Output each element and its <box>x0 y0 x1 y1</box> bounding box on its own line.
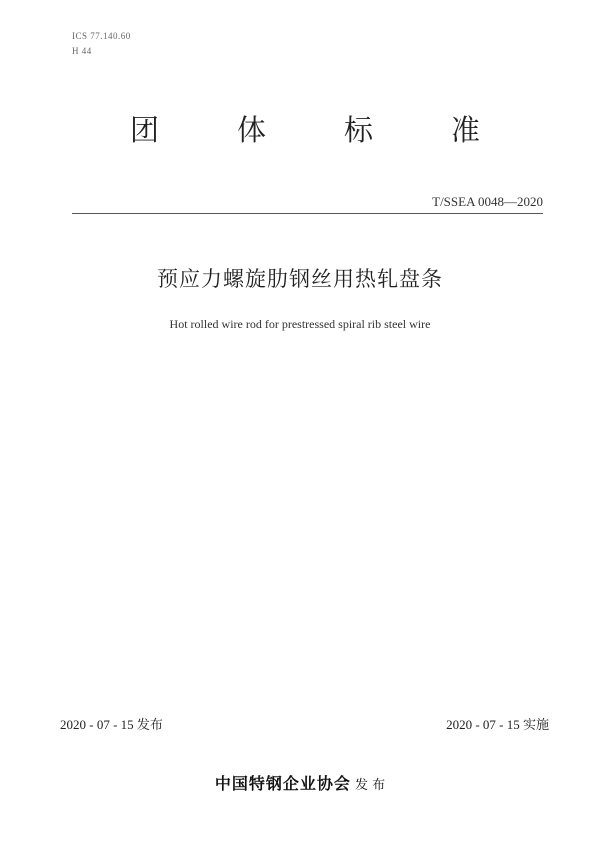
document-title-chinese: 预应力螺旋肋钢丝用热轧盘条 <box>157 267 443 291</box>
standard-type-char: 准 <box>450 113 480 147</box>
publisher-line <box>0 773 600 797</box>
ccs-code: H 44 <box>72 46 92 56</box>
standard-type-char: 体 <box>236 113 266 147</box>
publisher-organization: 中国特钢企业协会 <box>214 774 351 793</box>
issue-date: 2020 - 07 - 15 发布 <box>60 717 163 732</box>
ics-code: ICS 77.140.60 <box>72 31 131 41</box>
standard-type-char: 团 <box>130 113 160 147</box>
standard-number: T/SSEA 0048—2020 <box>432 194 543 209</box>
document-title-english: Hot rolled wire rod for prestressed spiral rib steel wire <box>169 317 431 331</box>
header-divider <box>72 213 543 214</box>
classification-codes <box>72 29 131 59</box>
publisher-action: 发 布 <box>354 778 386 793</box>
implementation-date: 2020 - 07 - 15 实施 <box>446 717 549 732</box>
standard-type-char: 标 <box>343 113 373 147</box>
standard-type-heading <box>130 112 480 148</box>
